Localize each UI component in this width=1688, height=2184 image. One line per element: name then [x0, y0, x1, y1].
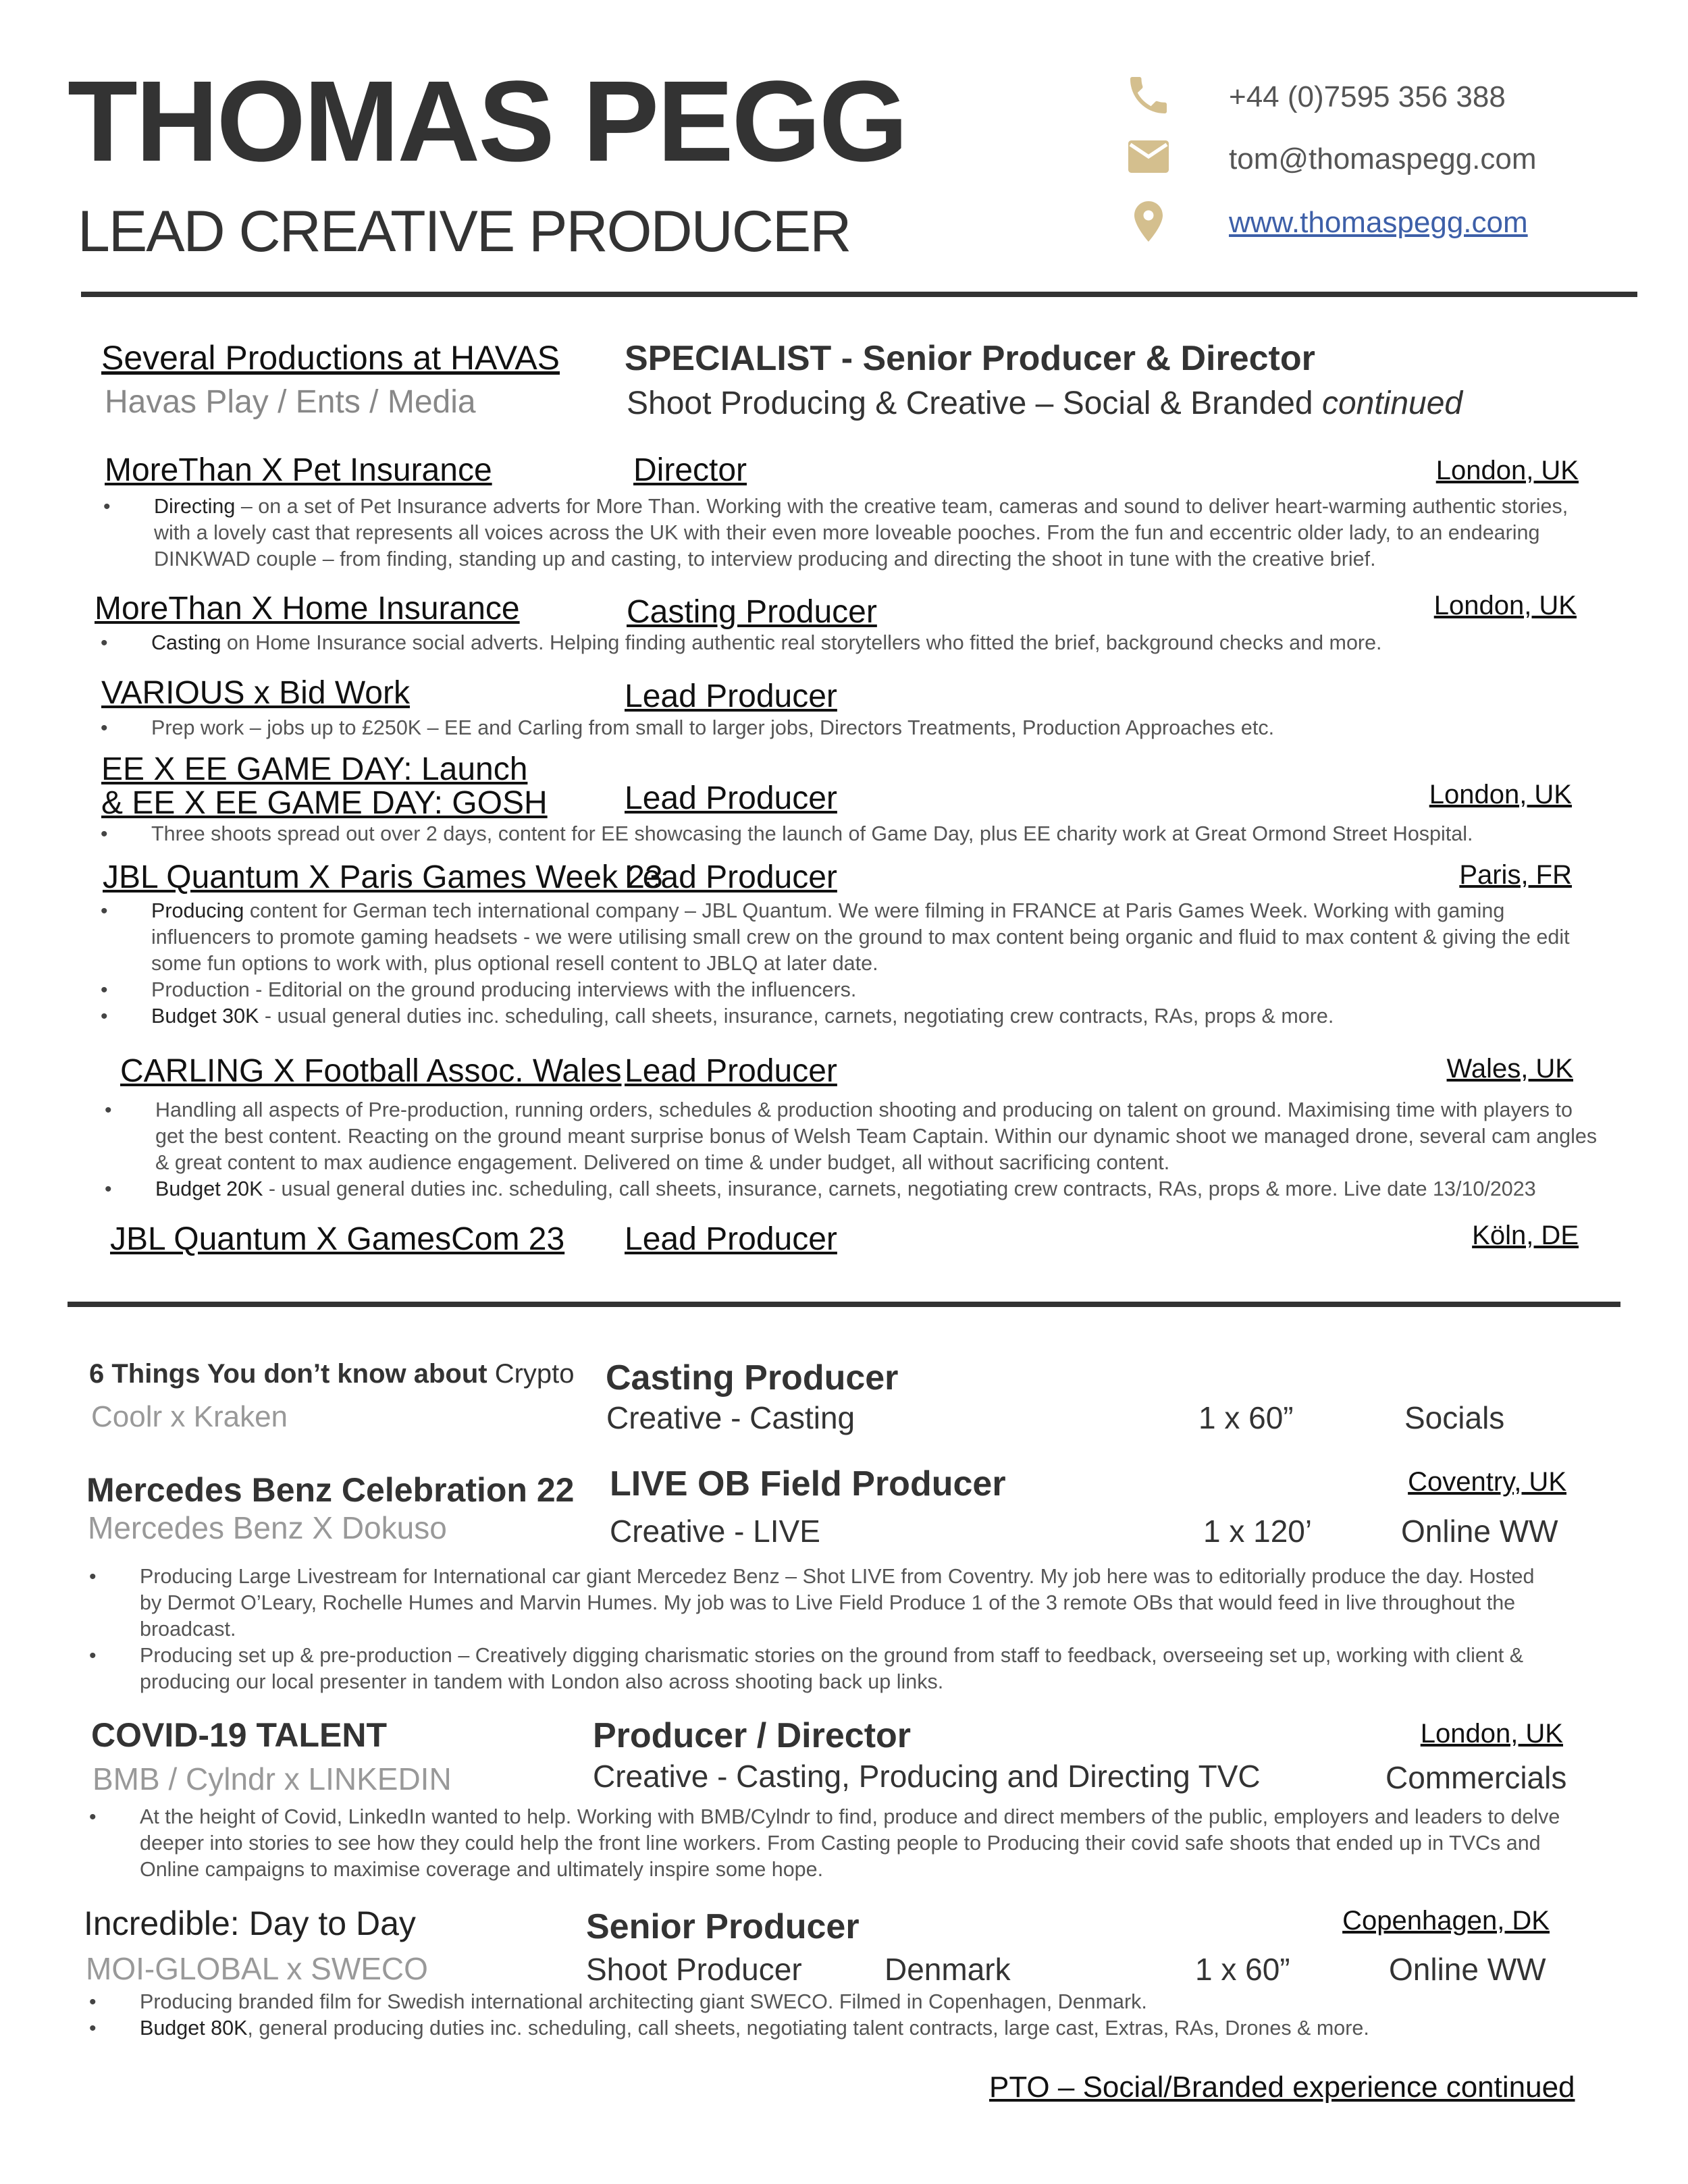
covid-location: London, UK: [1420, 1719, 1563, 1749]
job-location: London, UK: [1435, 456, 1579, 485]
incredible-platform: Online WW: [1389, 1952, 1546, 1987]
mercedes-location: Coventry, UK: [1408, 1467, 1566, 1497]
incredible-client: MOI-GLOBAL x SWECO: [86, 1951, 428, 1986]
mercedes-role: LIVE OB Field Producer: [610, 1464, 1006, 1503]
job-bullets: [151, 630, 1569, 656]
covid-platform: Commercials: [1386, 1760, 1567, 1795]
mercedes-title: Mercedes Benz Celebration 22: [86, 1471, 575, 1509]
incredible-country: Denmark: [885, 1952, 1011, 1987]
crypto-title: 6 Things You don’t know about Crypto: [89, 1359, 575, 1389]
bullet-item: • Budget 30K - usual general duties inc. scheduling, call sheets, insurance, carnets, negotiating crew contracts, RAs, props & more.: [151, 1003, 1583, 1030]
mercedes-bullets: [140, 1564, 1558, 1695]
job-role: Lead Producer: [625, 780, 837, 816]
bullet-item: • Budget 20K - usual general duties inc. scheduling, call sheets, insurance, carnets, negotiating crew contracts, RAs, props & more. Live date 13/10/2023: [155, 1176, 1600, 1202]
incredible-location: Copenhagen, DK: [1342, 1906, 1550, 1936]
job-project: JBL Quantum X GamesCom 23: [110, 1221, 565, 1257]
job-project: EE X EE GAME DAY: Launch: [101, 751, 528, 787]
job-bullets: [151, 715, 1569, 741]
covid-bullets: [140, 1804, 1591, 1883]
section-divider: [68, 1302, 1620, 1307]
mercedes-duration: 1 x 120’: [1203, 1514, 1313, 1549]
bullet-item: • At the height of Covid, LinkedIn wanted to help. Working with BMB/Cylndr to find, produce and direct members of the public, employers and leaders to delve deeper into stories to see how they could help the front line workers. From Casting people to Producing their covid safe shoots that ended up in TVCs and Online campaigns to maximise coverage and ultimately inspire some hope.: [140, 1804, 1591, 1883]
job-role: Lead Producer: [625, 1221, 837, 1257]
incredible-title: Incredible: Day to Day: [84, 1905, 416, 1942]
phone-number: +44 (0)7595 356 388: [1229, 80, 1506, 113]
job-project: VARIOUS x Bid Work: [101, 675, 410, 711]
location-pin-icon: [1124, 197, 1173, 246]
job-location: London, UK: [1429, 780, 1572, 809]
job-project: JBL Quantum X Paris Games Week 23: [103, 859, 663, 895]
bullet-item: • Production - Editorial on the ground producing interviews with the influencers.: [151, 977, 1583, 1003]
crypto-platform: Socials: [1404, 1400, 1505, 1435]
header-divider: [81, 292, 1637, 297]
job-bullets: [151, 898, 1583, 1030]
crypto-client: Coolr x Kraken: [91, 1400, 288, 1433]
email-icon: [1124, 132, 1173, 181]
job-role: Lead Producer: [625, 859, 837, 895]
job-location: Köln, DE: [1472, 1221, 1579, 1250]
job-project-line2: & EE X EE GAME DAY: GOSH: [101, 785, 548, 821]
covid-title: COVID-19 TALENT: [91, 1716, 387, 1754]
job-project: MoreThan X Home Insurance: [95, 591, 520, 627]
havas-org-sub: Havas Play / Ents / Media: [105, 384, 476, 420]
email-address[interactable]: tom@thomaspegg.com: [1229, 142, 1537, 176]
candidate-name: THOMAS PEGG: [68, 57, 907, 186]
job-role: Director: [633, 452, 747, 488]
job-location: London, UK: [1433, 591, 1577, 620]
incredible-bullets: [140, 1989, 1591, 2042]
incredible-sub: Shoot Producer: [586, 1952, 802, 1987]
job-role: Casting Producer: [627, 594, 877, 630]
job-bullets: [151, 821, 1596, 847]
job-bullets: [155, 1097, 1600, 1202]
incredible-duration: 1 x 60”: [1195, 1952, 1290, 1987]
job-project: MoreThan X Pet Insurance: [105, 452, 492, 488]
mercedes-client: Mercedes Benz X Dokuso: [88, 1510, 447, 1545]
job-project: CARLING X Football Assoc. Wales: [120, 1053, 622, 1089]
website-link[interactable]: www.thomaspegg.com: [1229, 206, 1528, 239]
bullet-item: • Budget 80K, general producing duties inc. scheduling, call sheets, negotiating talent contracts, large cast, Extras, RAs, Drones & more.: [140, 2015, 1591, 2042]
job-role: Lead Producer: [625, 678, 837, 714]
crypto-role: Casting Producer: [606, 1358, 899, 1397]
covid-client: BMB / Cylndr x LINKEDIN: [93, 1761, 452, 1796]
covid-sub: Creative - Casting, Producing and Directing TVC: [593, 1759, 1261, 1794]
phone-icon: [1124, 71, 1173, 119]
bullet-item: • Handling all aspects of Pre-production, running orders, schedules & production shooting and producing on talent on ground. Maximising time with players to get the best content. Reacting on the ground meant surprise bonus of Welsh Team Captain. Within our dynamic shoot we managed drone, several cam angles & great content to max audience engagement. Delivered on time & under budget, all without sacrificing content.: [155, 1097, 1600, 1176]
candidate-role: LEAD CREATIVE PRODUCER: [78, 199, 851, 264]
bullet-item: • Directing – on a set of Pet Insurance adverts for More Than. Working with the creative team, cameras and sound to deliver heart-warming authentic stories, with a lovely cast that represents all voices across the UK with their even more loveable pooches. From the fun and eccentric older lady, to an endearing DINKWAD couple – from finding, standing up and casting, to interview producing and directing the shoot in tune with the creative brief.: [154, 494, 1572, 572]
pto-note: PTO – Social/Branded experience continued: [989, 2071, 1575, 2104]
job-location: Paris, FR: [1459, 860, 1572, 890]
bullet-item: • Three shoots spread out over 2 days, content for EE showcasing the launch of Game Day, plus EE charity work at Great Ormond Street Hospital.: [151, 821, 1596, 847]
mercedes-platform: Online WW: [1401, 1514, 1558, 1549]
covid-role: Producer / Director: [593, 1716, 912, 1755]
bullet-item: • Producing branded film for Swedish international architecting giant SWECO. Filmed in Copenhagen, Denmark.: [140, 1989, 1591, 2015]
crypto-duration: 1 x 60”: [1198, 1400, 1294, 1435]
bullet-item: • Casting on Home Insurance social adverts. Helping finding authentic real storytellers who fitted the brief, background checks and more.: [151, 630, 1569, 656]
havas-title: SPECIALIST - Senior Producer & Director: [625, 339, 1315, 378]
bullet-item: • Prep work – jobs up to £250K – EE and Carling from small to larger jobs, Directors Treatments, Production Approaches etc.: [151, 715, 1569, 741]
bullet-item: • Producing Large Livestream for International car giant Mercedez Benz – Shot LIVE from Coventry. My job here was to editorially produce the day. Hosted by Dermot O’Leary, Rochelle Humes and Marvin Humes. My job was to Live Field Produce 1 of the 3 remote OBs that would feed in live throughout the broadcast.: [140, 1564, 1558, 1643]
job-role: Lead Producer: [625, 1053, 837, 1089]
job-location: Wales, UK: [1446, 1054, 1573, 1084]
havas-subtitle: Shoot Producing & Creative – Social & Branded continued: [627, 385, 1463, 421]
havas-org: Several Productions at HAVAS: [101, 339, 560, 377]
bullet-item: • Producing set up & pre-production – Creatively digging charismatic stories on the ground from staff to feedback, overseeing set up, working with client & producing our local presenter in tandem with London also across shooting back up links.: [140, 1643, 1558, 1695]
bullet-item: • Producing content for German tech international company – JBL Quantum. We were filming in FRANCE at Paris Games Week. Working with gaming influencers to promote gaming headsets - we were utilising small crew on the ground to max content being organic and fluid to max content & giving the edit some fun options to work with, plus optional resell content to JBLQ at later date.: [151, 898, 1583, 977]
incredible-role: Senior Producer: [586, 1907, 860, 1946]
crypto-sub: Creative - Casting: [606, 1400, 855, 1435]
mercedes-sub: Creative - LIVE: [610, 1514, 820, 1549]
job-bullets: [154, 494, 1572, 572]
